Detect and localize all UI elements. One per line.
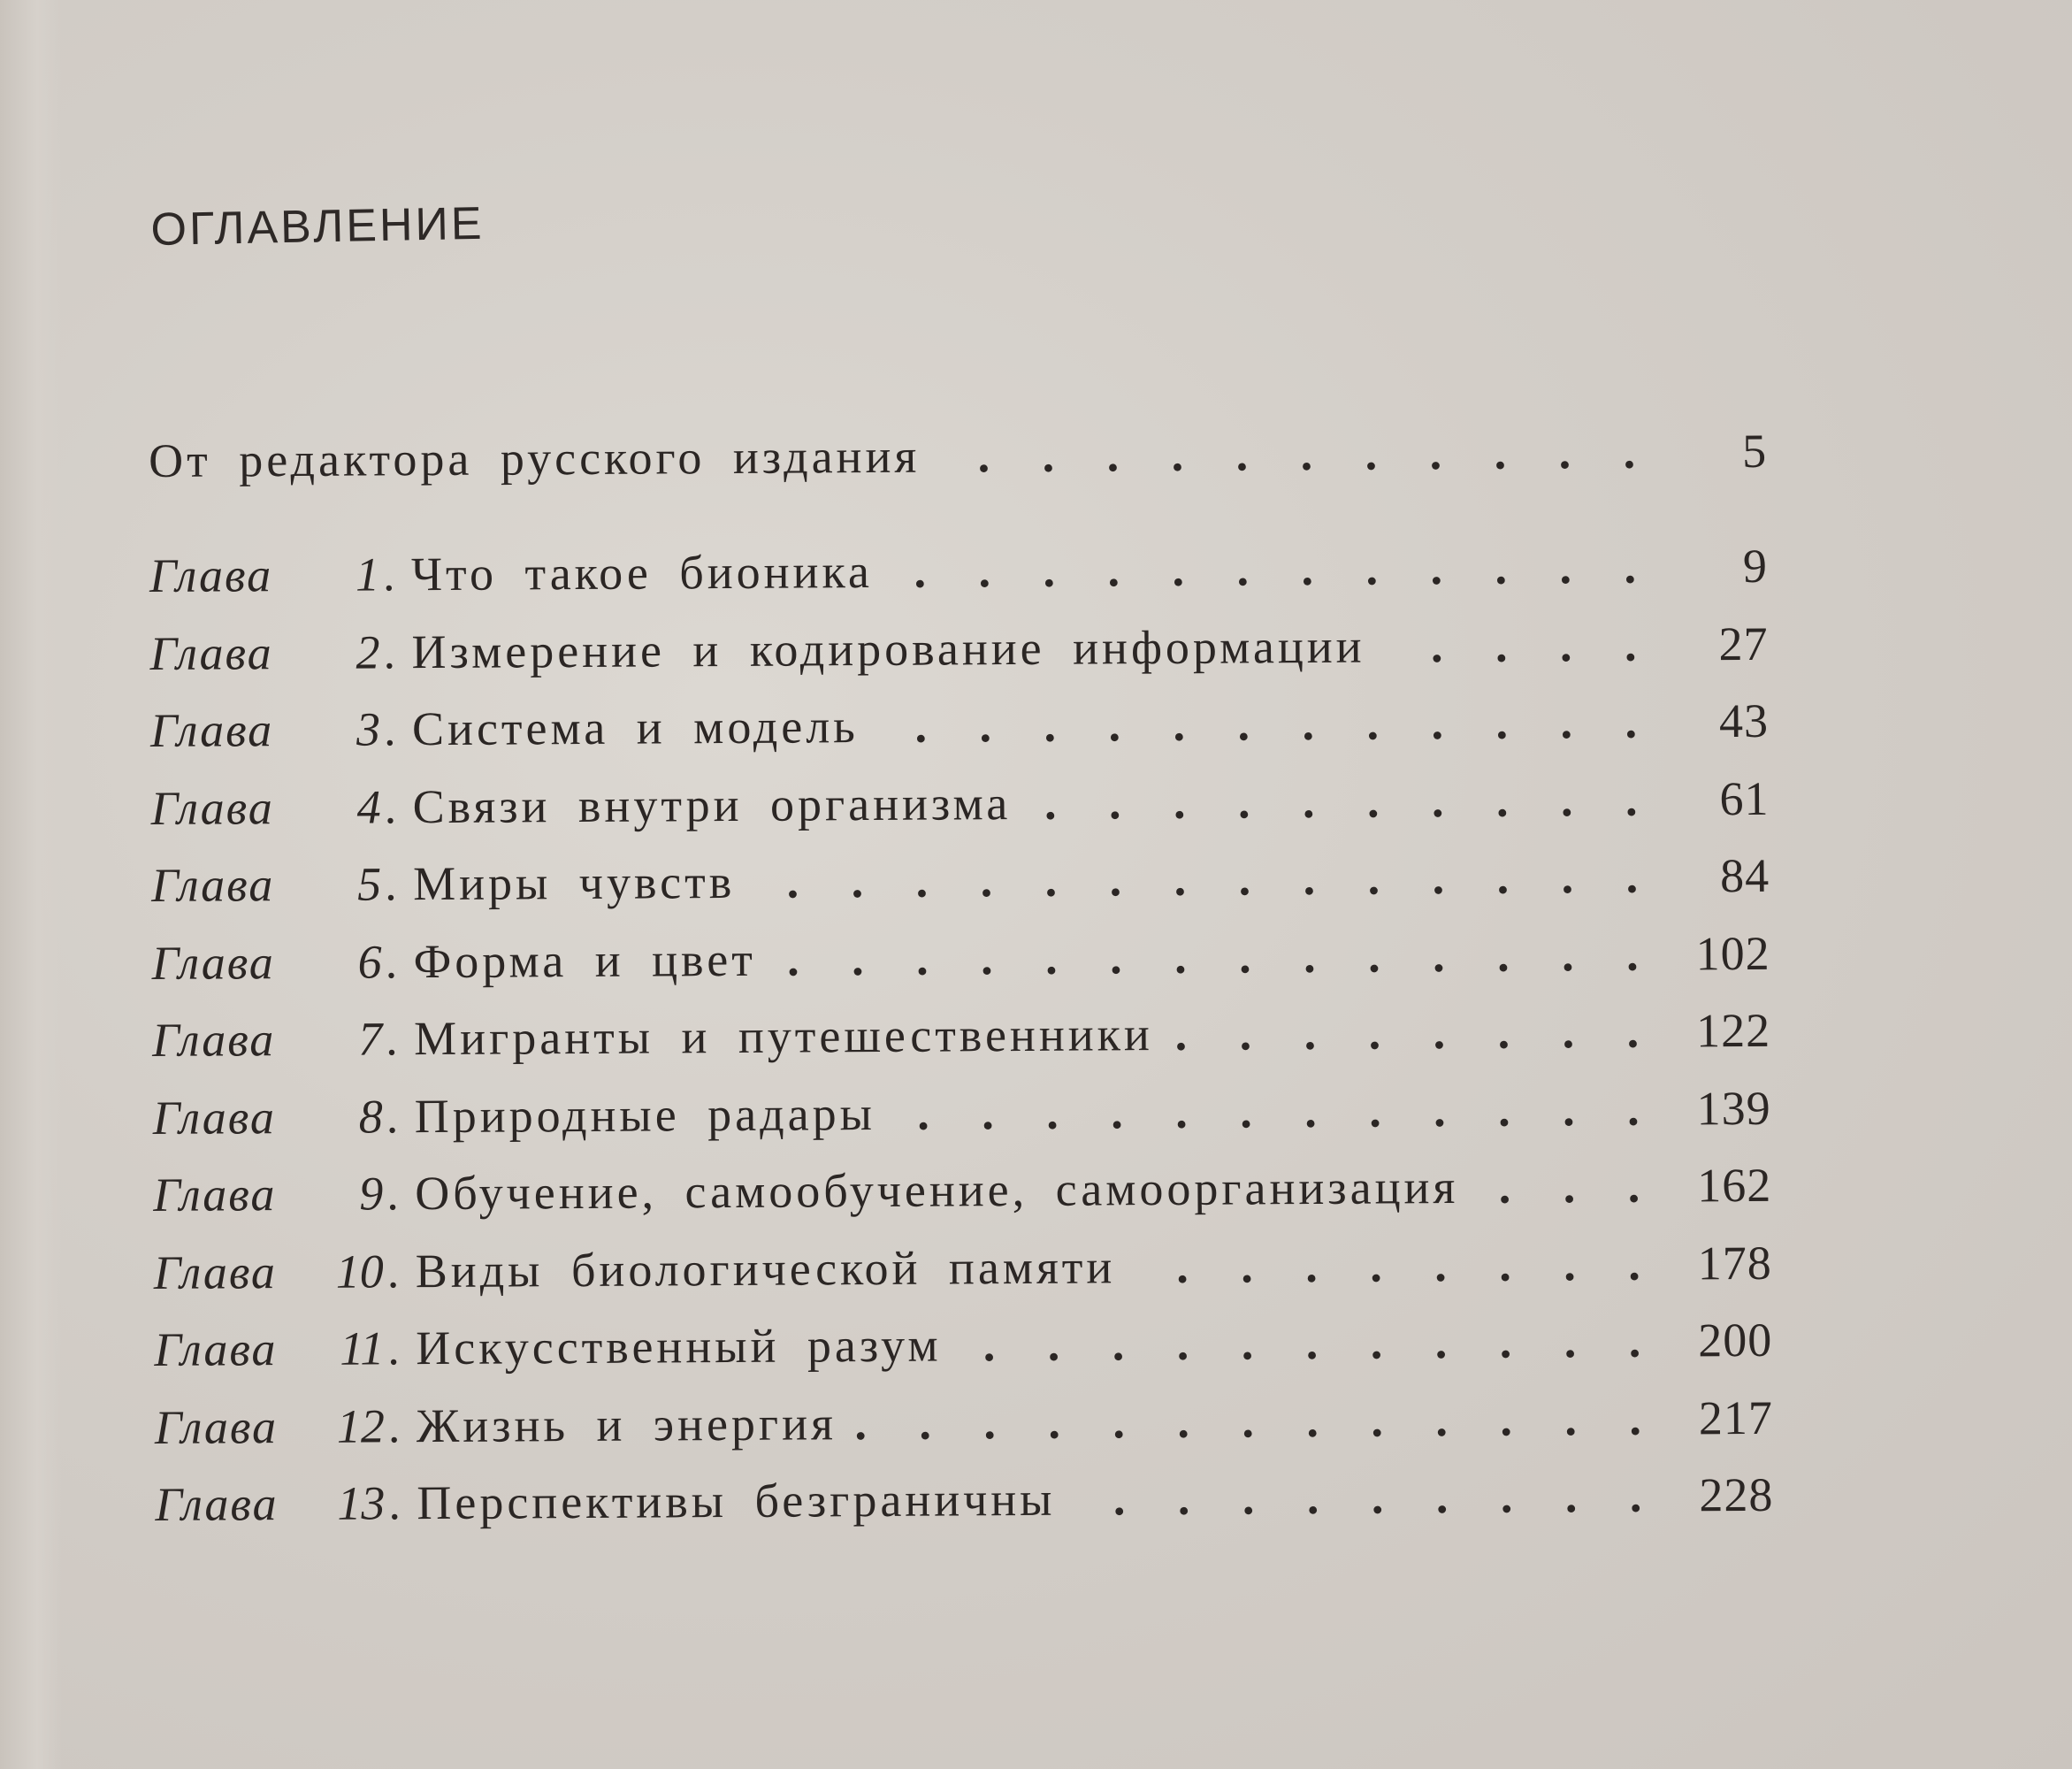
chapter-number-dot: . xyxy=(384,779,397,833)
toc-entry-title: Природные радары xyxy=(414,1086,876,1143)
chapter-label: Глава xyxy=(153,1168,277,1221)
dot-leader xyxy=(770,926,1659,986)
toc-entry-chapter-5 xyxy=(151,848,1770,936)
chapter-label: Глава xyxy=(155,1477,279,1531)
chapter-number-dot: . xyxy=(386,1012,398,1066)
toc-page-number: 102 xyxy=(1695,926,1770,980)
chapter-number: 2 xyxy=(356,624,380,679)
toc-page-number: 84 xyxy=(1719,848,1770,903)
toc-page-number: 200 xyxy=(1698,1313,1773,1367)
chapter-number-dot: . xyxy=(388,1476,401,1530)
toc-page-number: 178 xyxy=(1697,1236,1772,1290)
toc-page-number: 228 xyxy=(1699,1467,1774,1522)
toc-heading: ОГЛАВЛЕНИЕ xyxy=(150,197,486,256)
chapter-number: 6 xyxy=(357,934,382,989)
toc-entry-title: Что такое бионика xyxy=(410,545,874,601)
chapter-label: Глава xyxy=(149,625,273,680)
dot-leader xyxy=(1167,1004,1660,1061)
toc-page-number: 5 xyxy=(1741,424,1768,478)
toc-page-number: 122 xyxy=(1695,1003,1771,1058)
chapter-number: 4 xyxy=(356,779,381,834)
toc-entry-title: Жизнь и энергия xyxy=(416,1396,837,1452)
dot-leader xyxy=(1129,1236,1661,1294)
chapter-label: Глава xyxy=(149,703,274,757)
toc-entry-title: Перспективы безграничны xyxy=(417,1472,1056,1530)
chapter-label: Глава xyxy=(152,1090,277,1145)
chapter-number-dot: . xyxy=(387,1321,401,1375)
toc-entry-chapter-3 xyxy=(150,693,1770,781)
chapter-label: Глава xyxy=(153,1244,278,1299)
chapter-number: 8 xyxy=(358,1089,383,1144)
chapter-number-dot: . xyxy=(386,1089,399,1143)
toc-entry-chapter-7 xyxy=(152,1003,1771,1091)
chapter-number-dot: . xyxy=(383,624,396,678)
chapter-number: 1 xyxy=(355,548,380,601)
chapter-label: Глава xyxy=(150,858,275,912)
toc-entry-title: От редактора русского издания xyxy=(149,429,921,487)
chapter-number: 5 xyxy=(356,857,382,911)
toc-entry-title: Искусственный разум xyxy=(416,1318,942,1375)
toc-entry-chapter-2 xyxy=(149,616,1769,703)
dot-leader xyxy=(955,1313,1661,1373)
toc-page-number: 217 xyxy=(1698,1390,1774,1444)
toc-page-number: 61 xyxy=(1719,771,1770,825)
toc-entry-title: Система и модель xyxy=(411,700,859,756)
toc-entry-title: Обучение, самообучение, самоорганизация xyxy=(415,1160,1459,1221)
toc-entry-chapter-11 xyxy=(154,1313,1773,1400)
toc-entry-title: Связи внутри организма xyxy=(412,776,1012,833)
toc-entry-chapter-1 xyxy=(149,539,1769,626)
dot-leader xyxy=(1069,1468,1662,1527)
toc-entry-title: Мигранты и путешественники xyxy=(414,1007,1153,1066)
chapter-number-dot: . xyxy=(383,702,396,756)
dot-leader xyxy=(890,1081,1660,1140)
dot-leader xyxy=(851,1390,1662,1451)
toc-page-number: 43 xyxy=(1718,693,1770,748)
chapter-label: Глава xyxy=(154,1322,278,1376)
toc-list xyxy=(149,424,1774,1555)
chapter-label: Глава xyxy=(151,935,275,990)
toc-page-number: 139 xyxy=(1696,1081,1771,1135)
toc-entry-chapter-4 xyxy=(150,770,1770,858)
toc-page-number: 162 xyxy=(1697,1158,1772,1213)
dot-leader xyxy=(749,849,1658,909)
chapter-label: Глава xyxy=(152,1013,276,1067)
toc-entry-chapter-12 xyxy=(155,1390,1774,1477)
toc-entry-title: Миры чувств xyxy=(412,854,736,911)
chapter-number-dot: . xyxy=(386,1244,400,1298)
toc-entry-chapter-13 xyxy=(155,1467,1774,1555)
dot-leader xyxy=(873,694,1658,754)
chapter-number-dot: . xyxy=(387,1398,401,1452)
chapter-label: Глава xyxy=(149,548,273,602)
chapter-number-dot: . xyxy=(382,548,395,601)
toc-entry-preface xyxy=(149,424,1768,548)
toc-entry-title: Измерение и кодирование информации xyxy=(411,619,1365,678)
dot-leader xyxy=(1379,616,1656,673)
dot-leader xyxy=(1025,771,1658,830)
dot-leader xyxy=(1472,1159,1660,1214)
chapter-number: 7 xyxy=(358,1012,383,1066)
chapter-label: Глава xyxy=(154,1399,279,1454)
toc-page-number: 27 xyxy=(1718,616,1769,670)
toc-entry-chapter-9 xyxy=(153,1158,1772,1245)
toc-entry-title: Форма и цвет xyxy=(413,932,756,988)
chapter-number: 11 xyxy=(340,1321,385,1375)
toc-page-number: 9 xyxy=(1742,539,1769,593)
dot-leader xyxy=(934,425,1655,484)
chapter-number-dot: . xyxy=(385,934,398,988)
chapter-number: 9 xyxy=(359,1167,384,1221)
toc-entry-chapter-10 xyxy=(154,1235,1773,1322)
chapter-number-dot: . xyxy=(384,857,397,911)
toc-entry-title: Виды биологической памяти xyxy=(415,1239,1116,1298)
chapter-number: 3 xyxy=(356,702,381,756)
dot-leader xyxy=(887,540,1656,599)
chapter-number: 12 xyxy=(336,1398,386,1453)
toc-entry-chapter-6 xyxy=(151,925,1770,1013)
page-edge-shadow xyxy=(0,0,62,1769)
chapter-label: Глава xyxy=(150,780,274,835)
chapter-number: 10 xyxy=(335,1244,384,1298)
chapter-number: 13 xyxy=(337,1476,386,1530)
chapter-number-dot: . xyxy=(386,1167,399,1221)
toc-entry-chapter-8 xyxy=(153,1080,1772,1168)
